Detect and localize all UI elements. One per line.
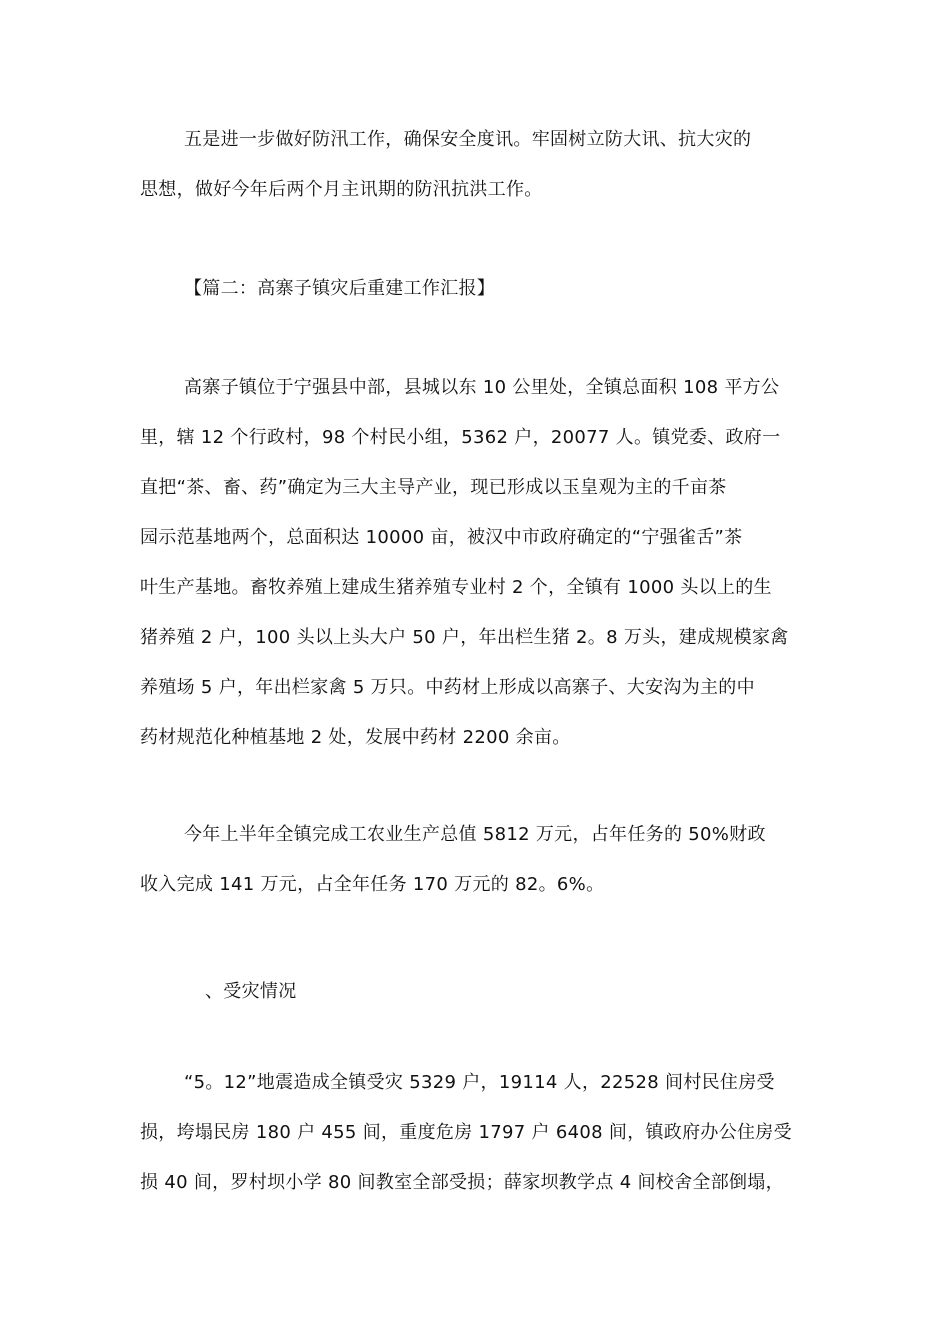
paragraph-line: 五是进一步做好防汛工作，确保安全度讯。牢固树立防大讯、抗大灾的	[184, 129, 752, 150]
paragraph-line: 损 40 间，罗村坝小学 80 间教室全部受损；薛家坝教学点 4 间校舍全部倒塌，	[140, 1172, 784, 1193]
subsection-title: 、受灾情况	[205, 981, 297, 1002]
paragraph-line: 药材规范化种植基地 2 处，发展中药材 2200 余亩。	[140, 727, 571, 748]
paragraph-line: 高寨子镇位于宁强县中部，县城以东 10 公里处，全镇总面积 108 平方公	[184, 377, 780, 398]
paragraph-line: 叶生产基地。畜牧养殖上建成生猪养殖专业村 2 个，全镇有 1000 头以上的生	[140, 577, 772, 598]
paragraph-line: 今年上半年全镇完成工农业生产总值 5812 万元，占年任务的 50%财政	[184, 824, 766, 845]
paragraph-line: 园示范基地两个，总面积达 10000 亩，被汉中市政府确定的“宁强雀舌”茶	[140, 527, 743, 548]
paragraph-line: 养殖场 5 户，年出栏家禽 5 万只。中药材上形成以高寨子、大安沟为主的中	[140, 677, 755, 698]
paragraph-line: 思想，做好今年后两个月主讯期的防汛抗洪工作。	[140, 179, 543, 200]
paragraph-line: 损，垮塌民房 180 户 455 间，重度危房 1797 户 6408 间，镇政府办公住房受	[140, 1122, 792, 1143]
paragraph-line: 直把“茶、畜、药”确定为三大主导产业，现已形成以玉皇观为主的千亩茶	[140, 477, 727, 498]
paragraph-line: 收入完成 141 万元，占全年任务 170 万元的 82。6%。	[140, 874, 605, 895]
paragraph-line: 里，辖 12 个行政村，98 个村民小组，5362 户，20077 人。镇党委、政府一	[140, 427, 781, 448]
paragraph-line: 猪养殖 2 户，100 头以上头大户 50 户，年出栏生猪 2。8 万头，建成规模家禽	[140, 627, 789, 648]
paragraph-line: “5。12”地震造成全镇受灾 5329 户，19114 人，22528 间村民住房受	[184, 1072, 775, 1093]
section-title: 【篇二：高寨子镇灾后重建工作汇报】	[184, 278, 496, 299]
